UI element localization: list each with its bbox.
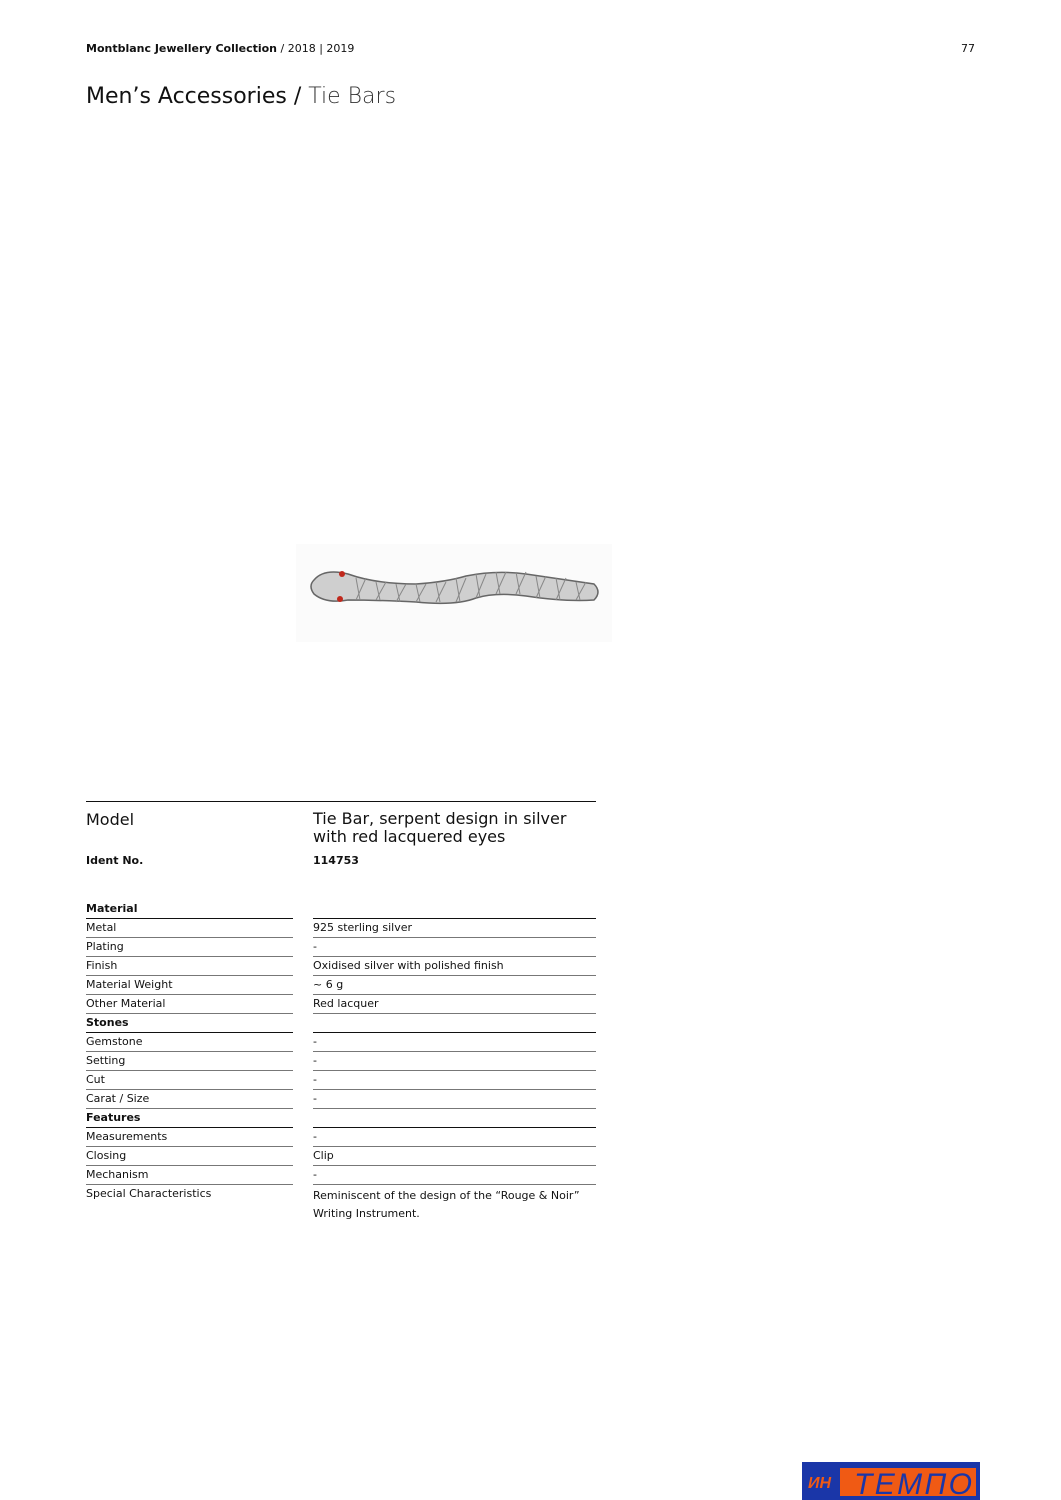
collection-name: Montblanc Jewellery Collection <box>86 42 278 55</box>
spec-section: Features <box>86 1109 596 1128</box>
spec-row: Material Weight ~ 6 g <box>86 976 596 995</box>
spec-row: Cut - <box>86 1071 596 1090</box>
svg-text:ИН: ИН <box>808 1475 832 1492</box>
page-title <box>86 84 396 109</box>
spec-row: Gemstone - <box>86 1033 596 1052</box>
spec-row: Other Material Red lacquer <box>86 995 596 1014</box>
spec-row: Mechanism - <box>86 1166 596 1185</box>
spec-row: Measurements - <box>86 1128 596 1147</box>
svg-text:ТЕМПО: ТЕМПО <box>854 1468 972 1500</box>
spec-section: Material <box>86 900 596 919</box>
ident-label: Ident No. <box>86 854 144 867</box>
spec-section: Stones <box>86 1014 596 1033</box>
specs-table <box>86 900 596 1220</box>
page-number: 77 <box>961 42 975 55</box>
spec-row: Special Characteristics Reminiscent of the design of the “Rouge & Noir” Writing Instrument. <box>86 1187 580 1220</box>
spec-row: Plating - <box>86 938 596 957</box>
spec-row: Finish Oxidised silver with polished finish <box>86 957 596 976</box>
collection-years: / 2018 | 2019 <box>277 42 355 55</box>
spec-row: Carat / Size - <box>86 1090 596 1109</box>
model-value: Tie Bar, serpent design in silver with red lacquered eyes <box>313 809 567 846</box>
spec-row: Setting - <box>86 1052 596 1071</box>
model-block <box>86 801 596 867</box>
model-label: Model <box>86 810 135 829</box>
page-title-sub: Tie Bars <box>308 84 397 109</box>
tie-bar-product-image <box>296 544 612 642</box>
page-title-main: Men’s Accessories / <box>86 84 309 109</box>
ident-value: 114753 <box>313 854 359 867</box>
document-header <box>86 42 354 55</box>
spec-row: Metal 925 sterling silver <box>86 919 596 938</box>
spec-row: Closing Clip <box>86 1147 596 1166</box>
tempo-logo <box>802 1462 980 1500</box>
